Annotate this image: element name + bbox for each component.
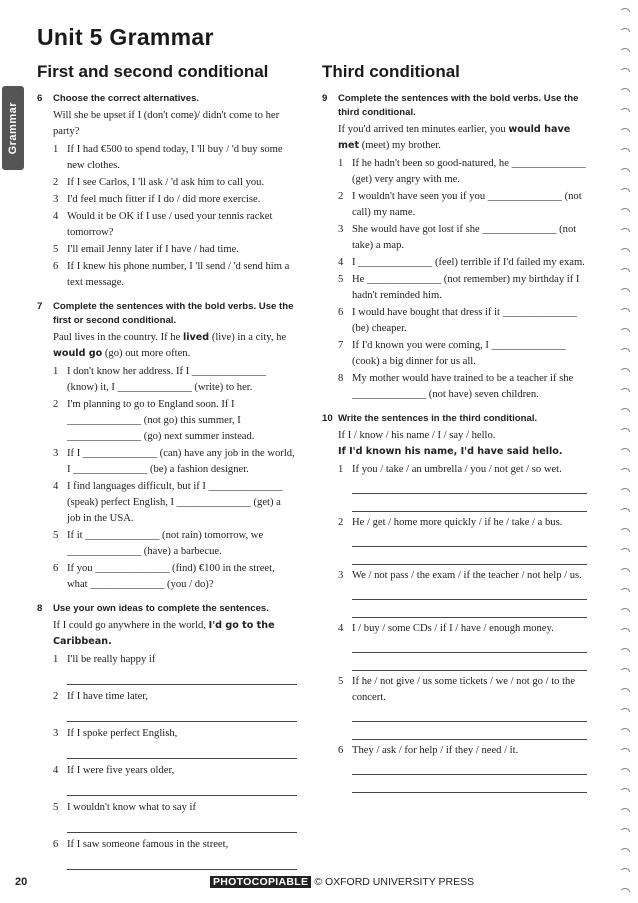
item-text: I would have bought that dress if it ______________ (be) cheaper. (352, 307, 577, 334)
publisher-name: © OXFORD UNIVERSITY PRESS (314, 876, 475, 888)
photocopiable-badge: PHOTOCOPIABLE (210, 876, 311, 888)
exercise-item (53, 837, 297, 853)
item-number: 6 (53, 839, 59, 850)
left-column (37, 92, 297, 879)
exercise-number: 6 (37, 93, 43, 104)
example-text: (meet) my brother. (361, 140, 441, 151)
item-text: If I had €500 to spend today, I 'll buy / 'd buy some new clothes. (67, 144, 283, 171)
example-answer: would have met (338, 124, 571, 151)
item-number: 7 (338, 340, 344, 351)
item-text: I wouldn't know what to say if (67, 802, 197, 813)
exercise-item (338, 156, 587, 188)
answer-line[interactable] (352, 497, 587, 512)
item-number: 3 (338, 224, 344, 235)
example-text: Paul lives in the country. If he (53, 332, 181, 343)
item-text: If I saw someone famous in the street, (67, 839, 229, 850)
item-text: They / ask / for help / if they / need / it. (352, 745, 519, 756)
exercise-item (53, 446, 297, 478)
exercise-item (53, 726, 297, 742)
answer-line[interactable] (352, 638, 587, 653)
exercise-item (338, 462, 587, 478)
exercise-example (53, 330, 297, 362)
exercise-item (53, 528, 297, 560)
item-number: 5 (53, 802, 59, 813)
footer-publisher (210, 876, 474, 888)
item-text: I'll email Jenny later if I have / had time. (67, 244, 239, 255)
exercise-item (338, 371, 587, 403)
item-text: We / not pass / the exam / if the teacher / not help / us. (352, 570, 582, 581)
item-number: 4 (53, 481, 59, 492)
item-number: 1 (338, 464, 344, 475)
exercise-item (53, 364, 297, 396)
item-text: If I were five years older, (67, 765, 175, 776)
answer-line[interactable] (352, 550, 587, 565)
answer-line[interactable] (67, 670, 297, 685)
exercise-instruction: Choose the correct alternatives. (53, 93, 200, 104)
item-number: 8 (338, 373, 344, 384)
item-number: 3 (53, 728, 59, 739)
exercise-item (338, 272, 587, 304)
item-text: I don't know her address. If I ______________ (know) it, I ______________ (write) to her. (67, 366, 267, 393)
answer-line[interactable] (352, 603, 587, 618)
item-number: 2 (338, 517, 344, 528)
item-number: 3 (53, 448, 59, 459)
exercise-8 (37, 602, 297, 870)
item-text: I find languages difficult, but if I ______________ (speak) perfect English, I ______________ (get) a job in the USA. (67, 481, 283, 524)
exercise-item (338, 338, 587, 370)
answer-line[interactable] (67, 707, 297, 722)
answer-line[interactable] (352, 760, 587, 775)
right-section-title: Third conditional (322, 62, 460, 81)
item-text: I ______________ (feel) terrible if I'd failed my exam. (352, 257, 585, 268)
exercise-number: 9 (322, 93, 328, 104)
exercise-item (338, 674, 587, 706)
example-text: If you'd arrived ten minutes earlier, you (338, 124, 506, 135)
exercise-item (338, 305, 587, 337)
item-number: 1 (53, 144, 59, 155)
exercise-item (338, 568, 587, 584)
answer-line[interactable] (67, 818, 297, 833)
item-number: 2 (53, 399, 59, 410)
example-text: (go) out more often. (104, 348, 191, 359)
unit-title: Unit 5 Grammar (37, 24, 214, 50)
item-number: 1 (53, 366, 59, 377)
answer-line[interactable] (67, 744, 297, 759)
exercise-item (53, 397, 297, 445)
exercise-number: 8 (37, 603, 43, 614)
answer-line[interactable] (352, 532, 587, 547)
item-text: Would it be OK if I use / used your tennis racket tomorrow? (67, 211, 273, 238)
item-number: 1 (53, 654, 59, 665)
example-answer: If I'd known his name, I'd have said hello. (338, 446, 563, 457)
item-number: 5 (338, 274, 344, 285)
item-number: 3 (338, 570, 344, 581)
item-text: If I see Carlos, I 'll ask / 'd ask him to call you. (67, 177, 265, 188)
exercise-item (338, 515, 587, 531)
item-text: If I have time later, (67, 691, 149, 702)
item-number: 6 (338, 307, 344, 318)
exercise-item (53, 192, 297, 208)
exercise-item (53, 209, 297, 241)
item-text: He / get / home more quickly / if he / take / a bus. (352, 517, 563, 528)
item-text: If he hadn't been so good-natured, he ______________ (get) very angry with me. (352, 158, 586, 185)
item-number: 2 (53, 177, 59, 188)
item-text: If he / not give / us some tickets / we / not go / to the concert. (352, 676, 576, 703)
item-number: 5 (53, 530, 59, 541)
item-number: 4 (53, 765, 59, 776)
example-answer: would go (53, 348, 103, 359)
exercise-item (53, 479, 297, 527)
exercise-6 (37, 92, 297, 291)
item-number: 1 (338, 158, 344, 169)
answer-line[interactable] (352, 725, 587, 740)
exercise-item (53, 242, 297, 258)
exercise-instruction: Write the sentences in the third conditional. (338, 413, 538, 424)
answer-line[interactable] (67, 781, 297, 796)
exercise-item (53, 142, 297, 174)
exercise-item (53, 259, 297, 291)
exercise-7 (37, 300, 297, 593)
right-column (322, 92, 587, 802)
item-text: If you / take / an umbrella / you / not get / so wet. (352, 464, 562, 475)
exercise-item (338, 743, 587, 759)
exercise-example (338, 122, 587, 154)
item-text: She would have got lost if she ______________ (not take) a map. (352, 224, 577, 251)
exercise-item (338, 189, 587, 221)
exercise-item (338, 222, 587, 254)
answer-line[interactable] (352, 585, 587, 600)
exercise-number: 10 (322, 413, 333, 424)
exercise-instruction: Complete the sentences with the bold verbs. Use the first or second conditional. (53, 301, 294, 326)
page-number: 20 (15, 876, 28, 888)
item-text: I'd feel much fitter if I do / did more exercise. (67, 194, 261, 205)
exercise-item (53, 652, 297, 668)
spiral-binding (618, 0, 632, 903)
item-text: If you ______________ (find) €100 in the street, what ______________ (you / do)? (67, 563, 275, 590)
item-text: If I spoke perfect English, (67, 728, 178, 739)
exercise-example: Will she be upset if I (don't come)/ didn't come to her party? (53, 110, 280, 137)
item-number: 2 (338, 191, 344, 202)
item-number: 6 (53, 261, 59, 272)
exercise-9 (322, 92, 587, 403)
answer-line[interactable] (352, 707, 587, 722)
left-section-title: First and second conditional (37, 62, 269, 81)
exercise-item (53, 800, 297, 816)
example-answer: I'd go to the Caribbean. (53, 620, 275, 647)
answer-line[interactable] (352, 479, 587, 494)
exercise-instruction: Use your own ideas to complete the sentences. (53, 603, 269, 614)
exercise-example (53, 618, 297, 650)
item-text: I'll be really happy if (67, 654, 156, 665)
exercise-item (53, 763, 297, 779)
item-number: 6 (53, 563, 59, 574)
exercise-item (338, 255, 587, 271)
item-number: 4 (53, 211, 59, 222)
example-answer: lived (182, 332, 210, 343)
exercise-item (338, 621, 587, 637)
item-number: 2 (53, 691, 59, 702)
exercise-example: If I / know / his name / I / say / hello. (338, 430, 496, 441)
item-text: If I knew his phone number, I 'll send / 'd send him a text message. (67, 261, 290, 288)
item-text: He ______________ (not remember) my birthday if I hadn't reminded him. (352, 274, 580, 301)
exercise-item (53, 561, 297, 593)
exercise-10 (322, 412, 587, 793)
item-text: If it ______________ (not rain) tomorrow, we ______________ (have) a barbecue. (67, 530, 264, 557)
item-text: If I'd known you were coming, I ______________ (cook) a big dinner for us all. (352, 340, 566, 367)
item-text: I / buy / some CDs / if I / have / enough money. (352, 623, 554, 634)
answer-line[interactable] (352, 656, 587, 671)
exercise-item (53, 175, 297, 191)
item-text: I wouldn't have seen you if you ______________ (not call) my name. (352, 191, 582, 218)
item-number: 3 (53, 194, 59, 205)
item-text: If I ______________ (can) have any job in the world, I ______________ (be) a fashion designer. (67, 448, 295, 475)
item-number: 5 (53, 244, 59, 255)
item-number: 6 (338, 745, 344, 756)
exercise-item (53, 689, 297, 705)
answer-line[interactable] (67, 855, 297, 870)
item-number: 4 (338, 623, 344, 634)
item-text: My mother would have trained to be a teacher if she ______________ (not have) seven children. (352, 373, 574, 400)
exercise-instruction: Complete the sentences with the bold verbs. Use the third conditional. (338, 93, 579, 118)
item-text: I'm planning to go to England soon. If I ______________ (not go) this summer, I ______________ (go) next summer instead. (67, 399, 255, 442)
item-number: 5 (338, 676, 344, 687)
side-tab-label: Grammar (7, 101, 19, 155)
example-text: (live) in a city, he (211, 332, 287, 343)
example-text: If I could go anywhere in the world, (53, 620, 206, 631)
exercise-number: 7 (37, 301, 43, 312)
side-tab (2, 86, 24, 170)
item-number: 4 (338, 257, 344, 268)
answer-line[interactable] (352, 778, 587, 793)
